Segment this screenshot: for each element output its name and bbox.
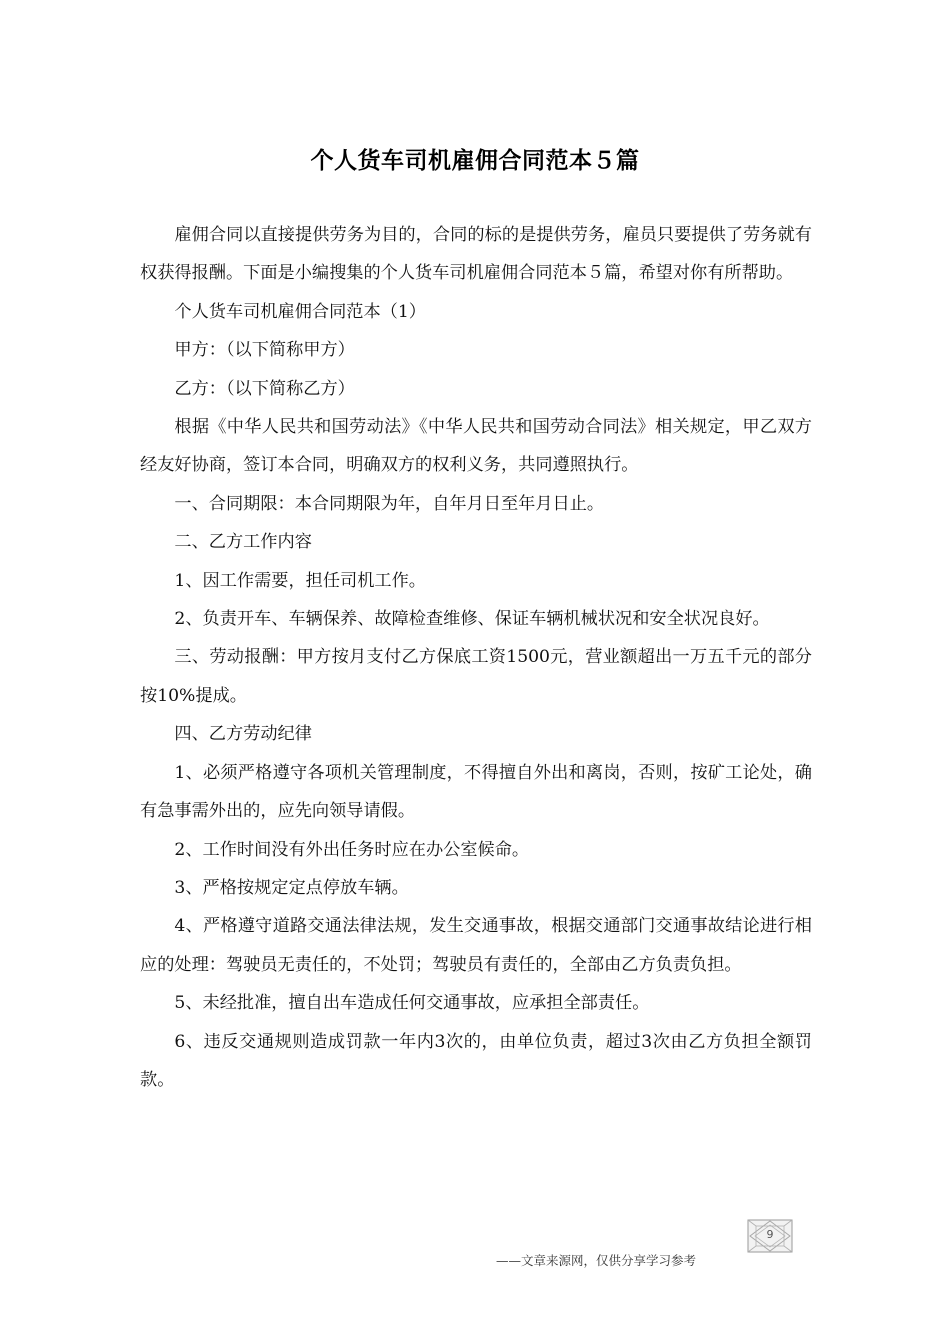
paragraph-work-content-heading: 二、乙方工作内容 [174,532,312,553]
footer-source-note: ——文章来源网，仅供分享学习参考 [496,1253,697,1268]
paragraph-discipline-heading: 四、乙方劳动纪律 [174,724,312,745]
paragraph-discipline-item-3: 3、严格按规定定点停放车辆。 [174,877,409,898]
paragraph-party-a: 甲方：（以下简称甲方） [174,340,355,361]
paragraph-discipline-item-2: 2、工作时间没有外出任务时应在办公室候命。 [174,839,530,860]
paragraph-work-item-1: 1、因工作需要，担任司机工作。 [174,570,426,591]
paragraph-party-b: 乙方：（以下简称乙方） [174,378,355,399]
paragraph-legal-basis: 根据《中华人民共和国劳动法》《中华人民共和国劳动合同法》相关规定，甲乙双方经友好协商，签订本合同，明确双方的权利义务，共同遵照执行。 [140,417,812,476]
paragraph-discipline-item-1: 1、必须严格遵守各项机关管理制度，不得擅自外出和离岗，否则，按矿工论处，确有急事需外出的，应先向领导请假。 [140,762,812,822]
page-number: 9 [766,1228,774,1241]
page-number-badge [747,1219,793,1253]
document-title: 个人货车司机雇佣合同范本５篇 [310,148,640,174]
paragraph-remuneration: 三、劳动报酬：甲方按月支付乙方保底工资1500元，营业额超出一万五千元的部分按10%提成。 [140,647,812,706]
document-body [140,216,812,1099]
paragraph-heading-sample-1: 个人货车司机雇佣合同范本（1） [174,301,426,322]
paragraph-discipline-item-6: 6、违反交通规则造成罚款一年内3次的，由单位负责，超过3次由乙方负担全额罚款。 [140,1031,812,1090]
paragraph-term: 一、合同期限：本合同期限为年，自年月日至年月日止。 [174,493,605,514]
paragraph-discipline-item-5: 5、未经批准，擅自出车造成任何交通事故，应承担全部责任。 [174,993,650,1014]
paragraph-discipline-item-4: 4、严格遵守道路交通法律法规，发生交通事故，根据交通部门交通事故结论进行相应的处理：驾驶员无责任的，不处罚；驾驶员有责任的，全部由乙方负责负担。 [140,916,812,975]
paragraph-work-item-2: 2、负责开车、车辆保养、故障检查维修、保证车辆机械状况和安全状况良好。 [174,609,770,630]
paragraph-intro: 雇佣合同以直接提供劳务为目的，合同的标的是提供劳务，雇员只要提供了劳务就有权获得报酬。下面是小编搜集的个人货车司机雇佣合同范本５篇，希望对你有所帮助。 [140,225,812,284]
